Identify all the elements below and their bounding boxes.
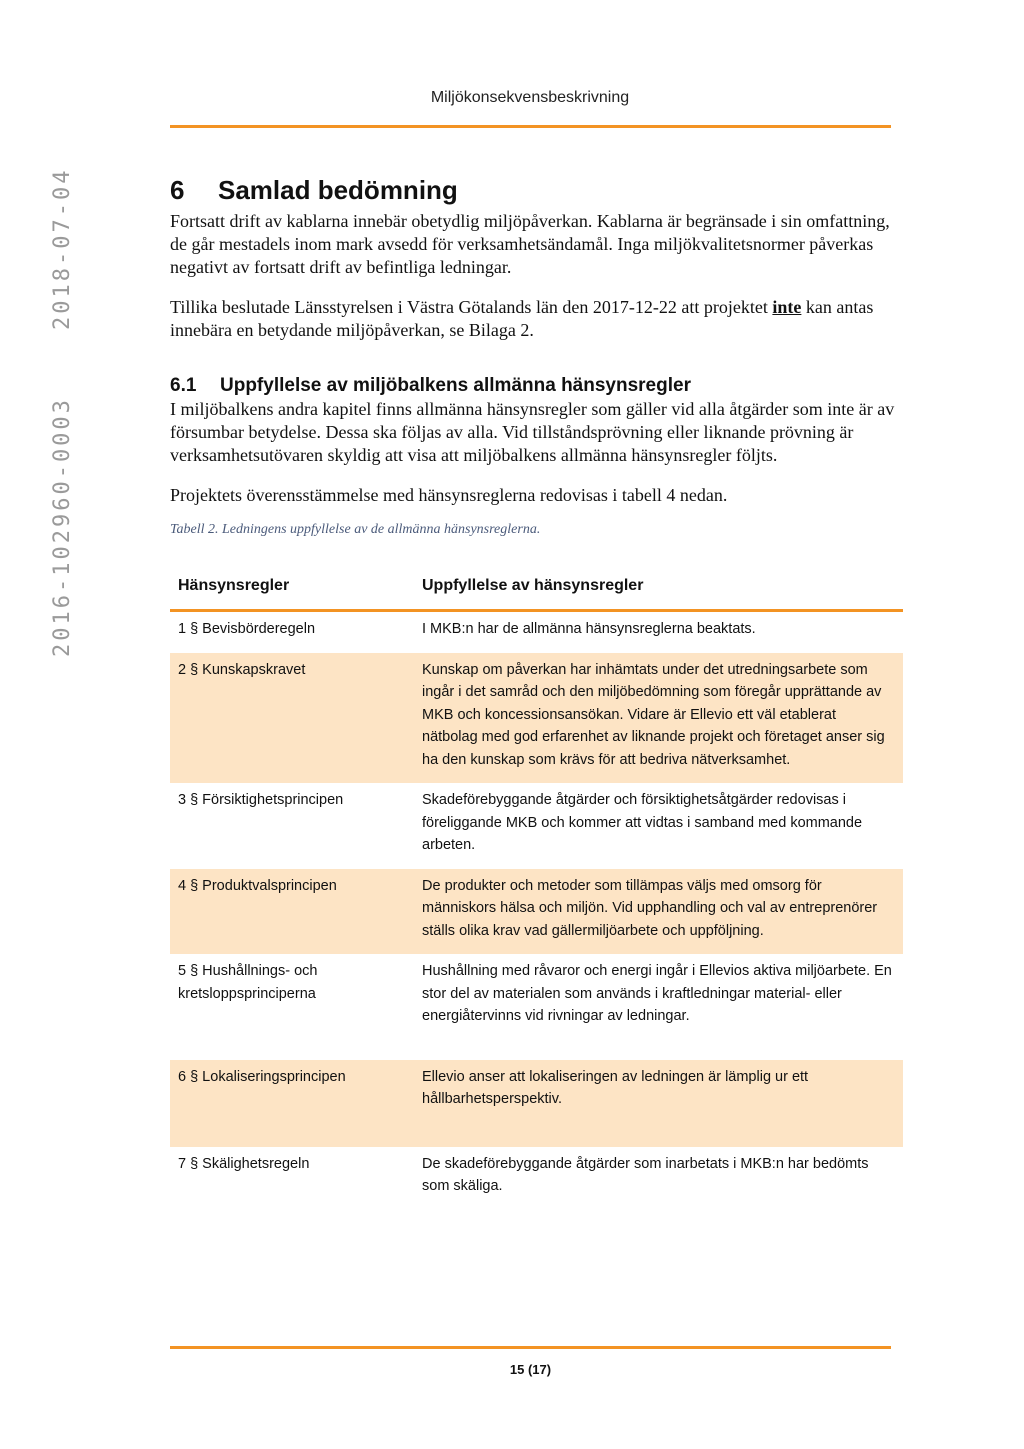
rule-cell: 2 § Kunskapskravet [170, 653, 414, 784]
section-paragraph-2 [170, 296, 905, 342]
table-row [170, 954, 903, 1060]
footer-divider [170, 1346, 891, 1349]
page-content [170, 170, 905, 1210]
rule-cell: 7 § Skälighetsregeln [178, 1155, 310, 1172]
table-row [170, 869, 903, 955]
fulfilment-cell: Hushållning med råvaror och energi ingår i Ellevios aktiva miljöarbete. En stor del av materialen som används i kraftledningar material- eller energiåtervinns vid rivningar av ledningar. [422, 963, 892, 1024]
fulfilment-cell: Skadeförebyggande åtgärder och försiktighetsåtgärder redovisas i föreliggande MKB och kommer att vidtas i samband med kommande arbeten. [422, 792, 863, 853]
subsection-heading [170, 374, 905, 398]
table-row [170, 653, 903, 784]
table-row [170, 611, 903, 653]
case-number-stamp: 2016-102960-0003 [50, 397, 75, 657]
table-caption: Tabell 2. Ledningens uppfyllelse av de allmänna hänsynsreglerna. [170, 522, 541, 537]
fulfilment-cell: De produkter och metoder som tillämpas väljs med omsorg för människors hälsa och miljön. Vid upphandling och val av entreprenörer ställs olika krav vad gällermiljöarbete och uppföljning. [414, 869, 903, 955]
rules-table [170, 563, 903, 1210]
rule-cell: 6 § Lokaliseringsprincipen [170, 1060, 414, 1147]
table-row [170, 783, 903, 869]
table-row [170, 1060, 903, 1147]
page-header: Miljökonsekvensbeskrivning [430, 89, 630, 106]
emphasis-inte: inte [772, 297, 802, 317]
fulfilment-cell: Kunskap om påverkan har inhämtats under det utredningsarbete som ingår i det samråd och den miljöbedömning som föregår upprättande av MKB och koncessionsansökan. Vidare är Ellevio ett väl etablerat nätbolag med god erfarenhet av liknande projekt och företaget anser sig ha den kunskap som krävs för att bedriva nätverksamhet. [414, 653, 903, 784]
fulfilment-cell: I MKB:n har de allmänna hänsynsreglerna beaktats. [422, 621, 756, 637]
section-paragraph-1: Fortsatt drift av kablarna innebär obetydlig miljöpåverkan. Kablarna är begränsade i sin omfattning, de går mestadels inom mark avsedd för verksamhetsändamål. Inga miljökvalitetsnormer påverkas negativt av fortsatt drift av befintliga ledningar. [170, 211, 890, 277]
subsection-paragraph-2: Projektets överensstämmelse med hänsynsreglerna redovisas i tabell 4 nedan. [170, 485, 728, 505]
section-title: Samlad bedömning [218, 175, 458, 205]
section-number: 6 [170, 175, 185, 205]
subsection-number: 6.1 [170, 375, 197, 396]
subsection-paragraph-1: I miljöbalkens andra kapitel finns allmänna hänsynsregler som gäller vid alla åtgärder som inte är av försumbar betydelse. Dessa ska följas av alla. Vid tillståndsprövning eller liknande prövning är verksamhetsutövaren skyldig att visa att miljöbalkens allmänna hänsynsregler följts. [170, 399, 895, 465]
rule-cell: 4 § Produktvalsprincipen [170, 869, 414, 955]
rule-cell: 1 § Bevisbörderegeln [178, 621, 316, 637]
table-header-row [170, 563, 903, 611]
fulfilment-cell: De skadeförebyggande åtgärder som inarbetats i MKB:n har bedömts som skäliga. [422, 1155, 869, 1194]
subsection-title: Uppfyllelse av miljöbalkens allmänna hänsynsregler [220, 375, 691, 396]
rule-cell: 5 § Hushållnings- och kretsloppsprinciperna [178, 963, 318, 1002]
page-number: 15 (17) [509, 1362, 552, 1377]
rule-cell: 3 § Försiktighetsprincipen [178, 792, 344, 808]
header-divider [170, 125, 891, 128]
column-header-rules: Hänsynsregler [170, 563, 414, 611]
section-heading [170, 170, 905, 210]
paragraph-2-text-start: Tillika beslutade Länsstyrelsen i Västra Götalands län den 2017-12-22 att projektet [170, 297, 773, 317]
table-row [170, 1147, 903, 1210]
registration-date-stamp: 2018-07-04 [50, 167, 75, 330]
fulfilment-cell: Ellevio anser att lokaliseringen av ledningen är lämplig ur ett hållbarhetsperspektiv. [414, 1060, 903, 1147]
column-header-fulfilment: Uppfyllelse av hänsynsregler [414, 563, 903, 611]
paragraph-2-text-end: kan antas innebära en betydande miljöpåverkan, se Bilaga 2. [170, 297, 874, 340]
